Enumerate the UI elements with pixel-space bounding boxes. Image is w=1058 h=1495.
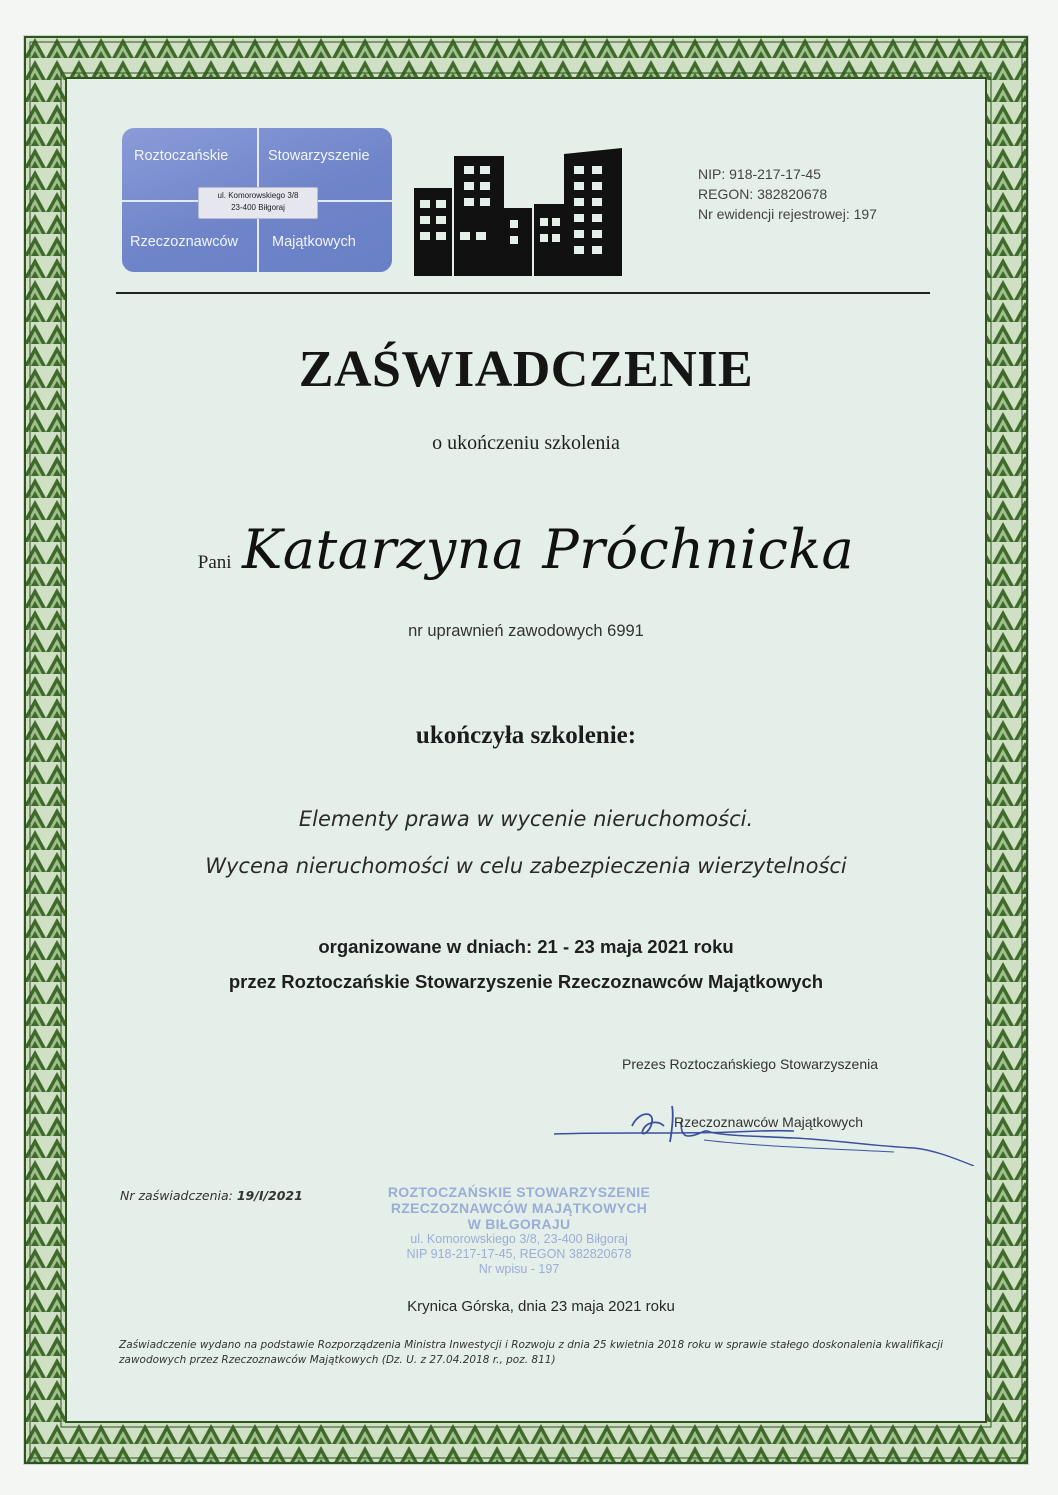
stamp-line-1: ROZTOCZAŃSKIE STOWARZYSZENIE [387,1184,651,1200]
signatory-title-line1: Prezes Roztoczańskiego Stowarzyszenia [622,1056,879,1072]
course-line-1: Elementy prawa w wycenie nieruchomości. [298,807,754,831]
certificate-number [120,1188,303,1203]
training-organizer: przez Roztoczańskie Stowarzyszenie Rzeczoznawców Majątkowych [228,971,824,992]
stamp-line-2: RZECZOZNAWCÓW MAJĄTKOWYCH [390,1200,648,1216]
legal-footnote: Zaświadczenie wydano na podstawie Rozporządzenia Ministra Inwestycji i Rozwoju z dnia 25 kwietnia 2018 roku w sprawie stałego doskonalenia kwalifikacji zawodowych przez Rzeczoznawców Majątkowych (Dz. U. z 27.04.2018 r., poz. 811) [119,1339,944,1366]
logo-word-br: Majątkowych [272,234,356,250]
logo-word-bl: Rzeczoznawców [130,234,238,250]
training-details [24,929,1028,999]
regon-number: REGON: 382820678 [698,186,828,202]
association-stamp [354,1184,684,1277]
place-and-date: Krynica Górska, dnia 23 maja 2021 roku [407,1298,675,1315]
logo-word-tr: Stowarzyszenie [268,148,370,164]
training-dates: organizowane w dniach: 21 - 23 maja 2021 roku [318,936,734,957]
association-logo [122,128,392,272]
stamp-line-4: ul. Komorowskiego 3/8, 23-400 Biłgoraj [410,1232,628,1246]
registry-info [698,164,877,224]
certificate-number-label: Nr zaświadczenia: [120,1188,237,1203]
stamp-line-6: Nr wpisu - 197 [478,1262,560,1276]
certificate-sheet [24,36,1028,1464]
registry-number: Nr ewidencji rejestrowej: 197 [698,206,877,222]
certificate-number-value: 19/I/2021 [236,1188,303,1203]
stamp-line-5: NIP 918-217-17-45, REGON 382820678 [406,1247,632,1261]
nip-number: NIP: 918-217-17-45 [698,166,821,182]
recipient-prefix: Pani [197,552,232,573]
recipient-name: Katarzyna Próchnicka [242,518,855,581]
license-number: nr uprawnień zawodowych 6991 [408,622,644,640]
completed-heading: ukończyła szkolenie: [415,722,637,749]
header-divider [116,292,930,294]
logo-address [198,187,318,219]
logo-address-line1: ul. Komorowskiego 3/8 [217,191,299,200]
certificate-subtitle: o ukończeniu szkolenia [432,432,620,454]
logo-address-line2: 23-400 Biłgoraj [231,203,285,212]
recipient [24,518,1028,581]
signatory-title-line2: Rzeczoznawców Majątkowych [674,1114,864,1130]
stamp-line-3: W BIŁGORAJU [467,1216,571,1232]
course-title [24,796,1028,890]
certificate-title: ZAŚWIADCZENIE [298,341,754,398]
logo-word-tl: Roztoczańskie [134,148,229,164]
buildings-icon [414,148,624,278]
course-line-2: Wycena nieruchomości w celu zabezpieczenia wierzytelności [205,854,847,878]
